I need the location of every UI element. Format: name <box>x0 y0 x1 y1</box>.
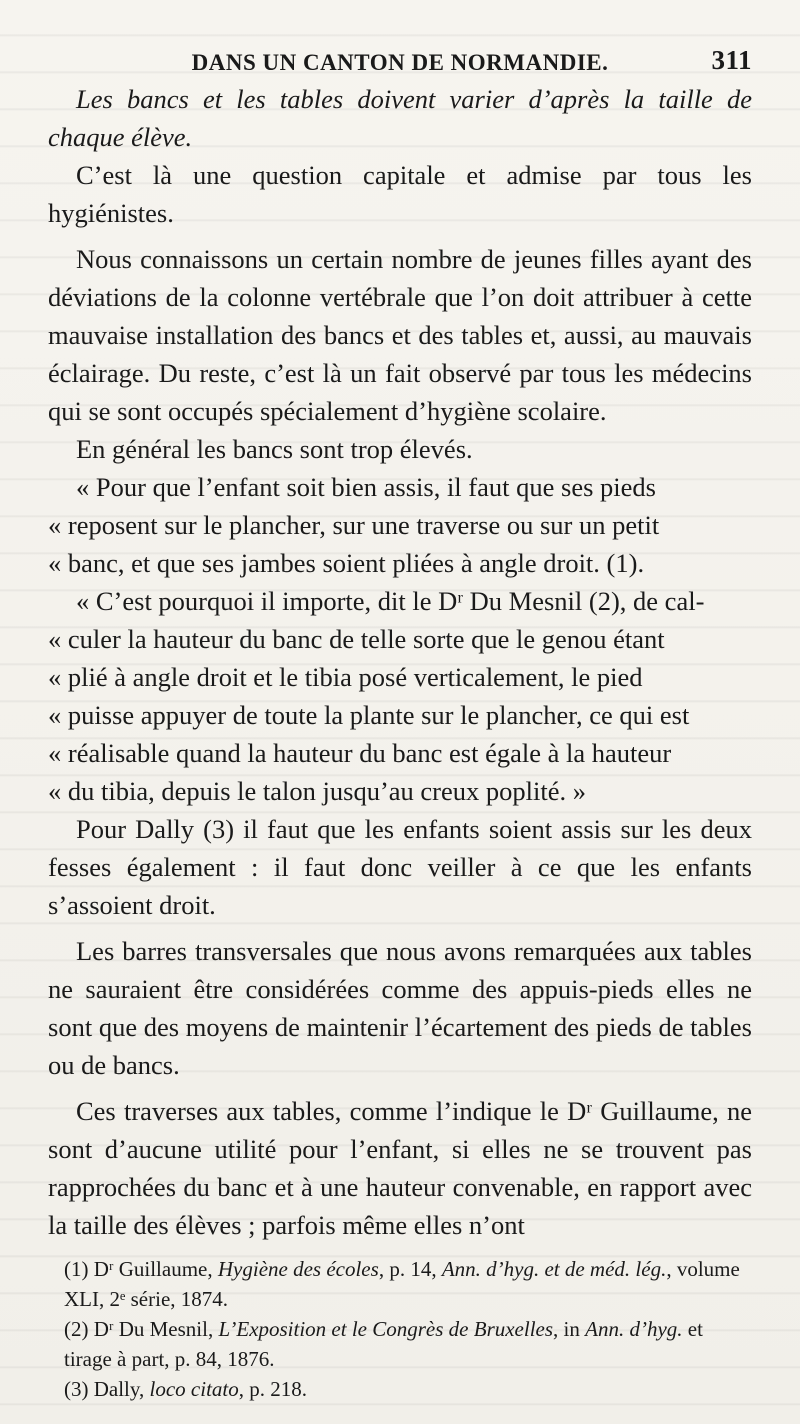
quote-line: « puisse appuyer de toute la plante sur le plancher, ce qui est <box>48 700 690 730</box>
footnote-1-title: Hygiène des écoles <box>217 1257 379 1281</box>
footnote-2-in: , in <box>553 1317 586 1341</box>
running-header <box>48 40 752 76</box>
quote-line: « Pour que l’enfant soit bien assis, il faut que ses pieds <box>76 472 656 502</box>
quote-line: « banc, et que ses jambes soient pliées à angle droit. (1). <box>48 548 645 578</box>
quote-line: « réalisable quand la hauteur du banc est égale à la hauteur <box>48 738 672 768</box>
footnote-1-page: , p. 14, <box>378 1257 442 1281</box>
footnote-3-author: (3) Dally, <box>64 1377 150 1401</box>
page-number: 311 <box>711 45 752 75</box>
running-title: DANS UN CANTON DE NORMANDIE. <box>191 50 609 75</box>
footnote-1-journal: Ann. d’hyg. et de méd. lég. <box>441 1257 667 1281</box>
footnotes <box>48 1254 752 1404</box>
paragraph-6: Les barres transversales que nous avons remarquées aux tables ne sauraient être considérées comme des appuis-pieds elles ne sont que des moyens de maintenir l’écartement des pieds de tables ou de bancs. <box>48 936 752 1080</box>
main-text <box>48 80 752 1244</box>
paragraph-4: En général les bancs sont trop élevés. <box>76 434 473 464</box>
footnote-3-page: , p. 218. <box>238 1377 308 1401</box>
paragraph-7: Ces traverses aux tables, comme l’indique le Dʳ Guillaume, ne sont d’aucune utilité pour l’enfant, si elles ne se trouvent pas rapprochées du banc et à une hauteur convenable, en rapport avec la taille des élèves ; parfois même elles n’ont <box>48 1096 752 1240</box>
footnote-2-title: L’Exposition et le Congrès de Bruxelles <box>218 1317 554 1341</box>
footnote-2-author: (2) Dʳ Du Mesnil, <box>64 1317 219 1341</box>
footnote-2-details: et tirage à part, p. 84, 1876. <box>64 1317 703 1371</box>
paragraph-5: Pour Dally (3) il faut que les enfants soient assis sur les deux fesses également : il faut donc veiller à ce que les enfants s’assoient droit. <box>48 814 752 920</box>
quotation-1 <box>48 468 752 582</box>
footnote-3-title: loco citato <box>149 1377 239 1401</box>
quote-line: « reposent sur le plancher, sur une traverse ou sur un petit <box>48 510 660 540</box>
quote-line: « plié à angle droit et le tibia posé verticalement, le pied <box>48 662 643 692</box>
footnote-2-journal: Ann. d’hyg. <box>585 1317 683 1341</box>
footnote-3 <box>48 1374 752 1404</box>
footnote-2 <box>48 1314 752 1374</box>
quote-line: « culer la hauteur du banc de telle sorte que le genou étant <box>48 624 665 654</box>
paragraph-3: Nous connaissons un certain nombre de jeunes filles ayant des déviations de la colonne vertébrale que l’on doit attribuer à cette mauvaise installation des bancs et des tables et, aussi, au mauvais éclairage. Du reste, c’est là un fait observé par tous les médecins qui se sont occupés spécialement d’hygiène scolaire. <box>48 244 752 426</box>
quote-line: « du tibia, depuis le talon jusqu’au creux poplité. » <box>48 776 586 806</box>
quotation-2 <box>48 582 752 810</box>
paragraph-2: C’est là une question capitale et admise par tous les hygiénistes. <box>48 160 752 228</box>
footnote-1-author: (1) Dʳ Guillaume, <box>64 1257 218 1281</box>
paragraph-1: Les bancs et les tables doivent varier d’après la taille de chaque élève. <box>48 84 752 152</box>
quote-line: « C’est pourquoi il importe, dit le Dʳ Du Mesnil (2), de cal- <box>76 586 705 616</box>
footnote-1 <box>48 1254 752 1314</box>
footnote-1-volume: , volume XLI, 2ᵉ série, 1874. <box>64 1257 740 1311</box>
